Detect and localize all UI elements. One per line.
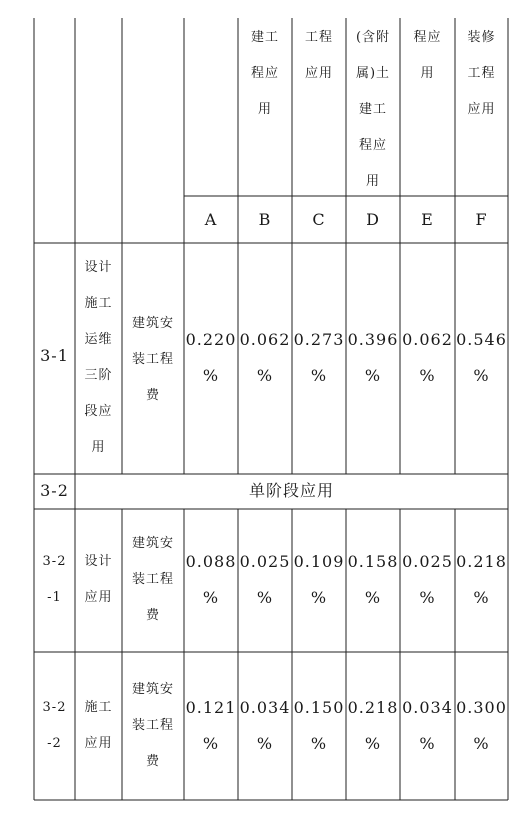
- basis-line: 建筑安: [131, 682, 174, 697]
- header-d-line: 属)土: [355, 66, 391, 81]
- value-unit: %: [202, 734, 220, 753]
- column-letter: B: [258, 210, 272, 229]
- value-unit: %: [473, 734, 490, 753]
- basis-line: 费: [145, 754, 160, 769]
- header-e-line: 程应: [413, 30, 442, 45]
- value-unit: %: [419, 366, 436, 385]
- value-cell: 0.034: [402, 698, 453, 717]
- value-unit: %: [202, 366, 220, 385]
- stage-line: 用: [91, 440, 106, 455]
- stage-line: 应用: [84, 736, 113, 751]
- stage-line: 运维: [84, 332, 113, 347]
- value-unit: %: [419, 734, 436, 753]
- header-e-line: 用: [420, 66, 435, 81]
- basis-line: 装工程: [131, 572, 174, 587]
- basis-line: 建筑安: [131, 316, 174, 331]
- value-cell: 0.158: [347, 552, 399, 571]
- basis-line: 建筑安: [131, 536, 174, 551]
- basis-line: 装工程: [131, 352, 174, 367]
- value-cell: 0.546: [456, 330, 507, 349]
- header-f-line: 工程: [467, 66, 496, 81]
- basis-line: 装工程: [131, 718, 174, 733]
- stage-line: 应用: [84, 590, 113, 605]
- row-id-line: -2: [47, 736, 62, 751]
- stage-line: 施工: [84, 700, 113, 715]
- row-id-line: 3-2: [42, 700, 67, 715]
- value-cell: 0.218: [456, 552, 507, 571]
- stage-line: 段应: [84, 404, 113, 419]
- value-cell: 0.396: [347, 330, 399, 349]
- row-id-line: -1: [47, 590, 62, 605]
- value-cell: 0.062: [402, 330, 453, 349]
- column-letter: F: [475, 210, 488, 229]
- value-unit: %: [256, 734, 274, 753]
- value-unit: %: [364, 366, 382, 385]
- header-b-line: 用: [257, 102, 272, 117]
- value-cell: 0.025: [402, 552, 453, 571]
- header-b-line: 建工: [250, 30, 279, 45]
- header-d-line: 建工: [358, 102, 387, 117]
- header-c-line: 应用: [304, 66, 333, 81]
- value-cell: 0.062: [239, 330, 291, 349]
- span-label: 单阶段应用: [248, 481, 334, 500]
- value-cell: 0.034: [239, 698, 291, 717]
- header-d-line: (含附: [355, 30, 391, 45]
- row-id-line: 3-2: [42, 554, 67, 569]
- stage-line: 施工: [84, 296, 113, 311]
- value-cell: 0.300: [456, 698, 507, 717]
- value-unit: %: [419, 588, 436, 607]
- value-cell: 0.025: [239, 552, 291, 571]
- header-b-line: 程应: [250, 66, 279, 81]
- value-unit: %: [364, 588, 382, 607]
- value-unit: %: [310, 734, 328, 753]
- value-cell: 0.218: [347, 698, 399, 717]
- header-d-line: 程应: [358, 138, 387, 153]
- value-cell: 0.220: [185, 330, 237, 349]
- basis-line: 费: [145, 388, 160, 403]
- value-unit: %: [202, 588, 220, 607]
- stage-line: 三阶: [84, 368, 113, 383]
- value-unit: %: [310, 588, 328, 607]
- column-letter: C: [312, 210, 326, 229]
- value-unit: %: [473, 588, 490, 607]
- row-id: 3-2: [40, 481, 69, 500]
- basis-line: 费: [145, 608, 160, 623]
- header-f-line: 装修: [467, 30, 496, 45]
- value-unit: %: [473, 366, 490, 385]
- header-d-line: 用: [365, 174, 380, 189]
- value-cell: 0.088: [185, 552, 237, 571]
- row-id: 3-1: [40, 346, 69, 365]
- column-letter: A: [204, 210, 218, 229]
- value-cell: 0.121: [185, 698, 237, 717]
- stage-line: 设计: [84, 554, 113, 569]
- value-cell: 0.273: [293, 330, 345, 349]
- value-cell: 0.109: [293, 552, 345, 571]
- value-unit: %: [256, 588, 274, 607]
- value-unit: %: [256, 366, 274, 385]
- header-c-line: 工程: [304, 30, 333, 45]
- stage-line: 设计: [84, 260, 113, 275]
- value-unit: %: [364, 734, 382, 753]
- column-letter: E: [421, 210, 434, 229]
- column-letter: D: [366, 210, 380, 229]
- value-cell: 0.150: [293, 698, 345, 717]
- header-f-line: 应用: [467, 102, 496, 117]
- value-unit: %: [310, 366, 328, 385]
